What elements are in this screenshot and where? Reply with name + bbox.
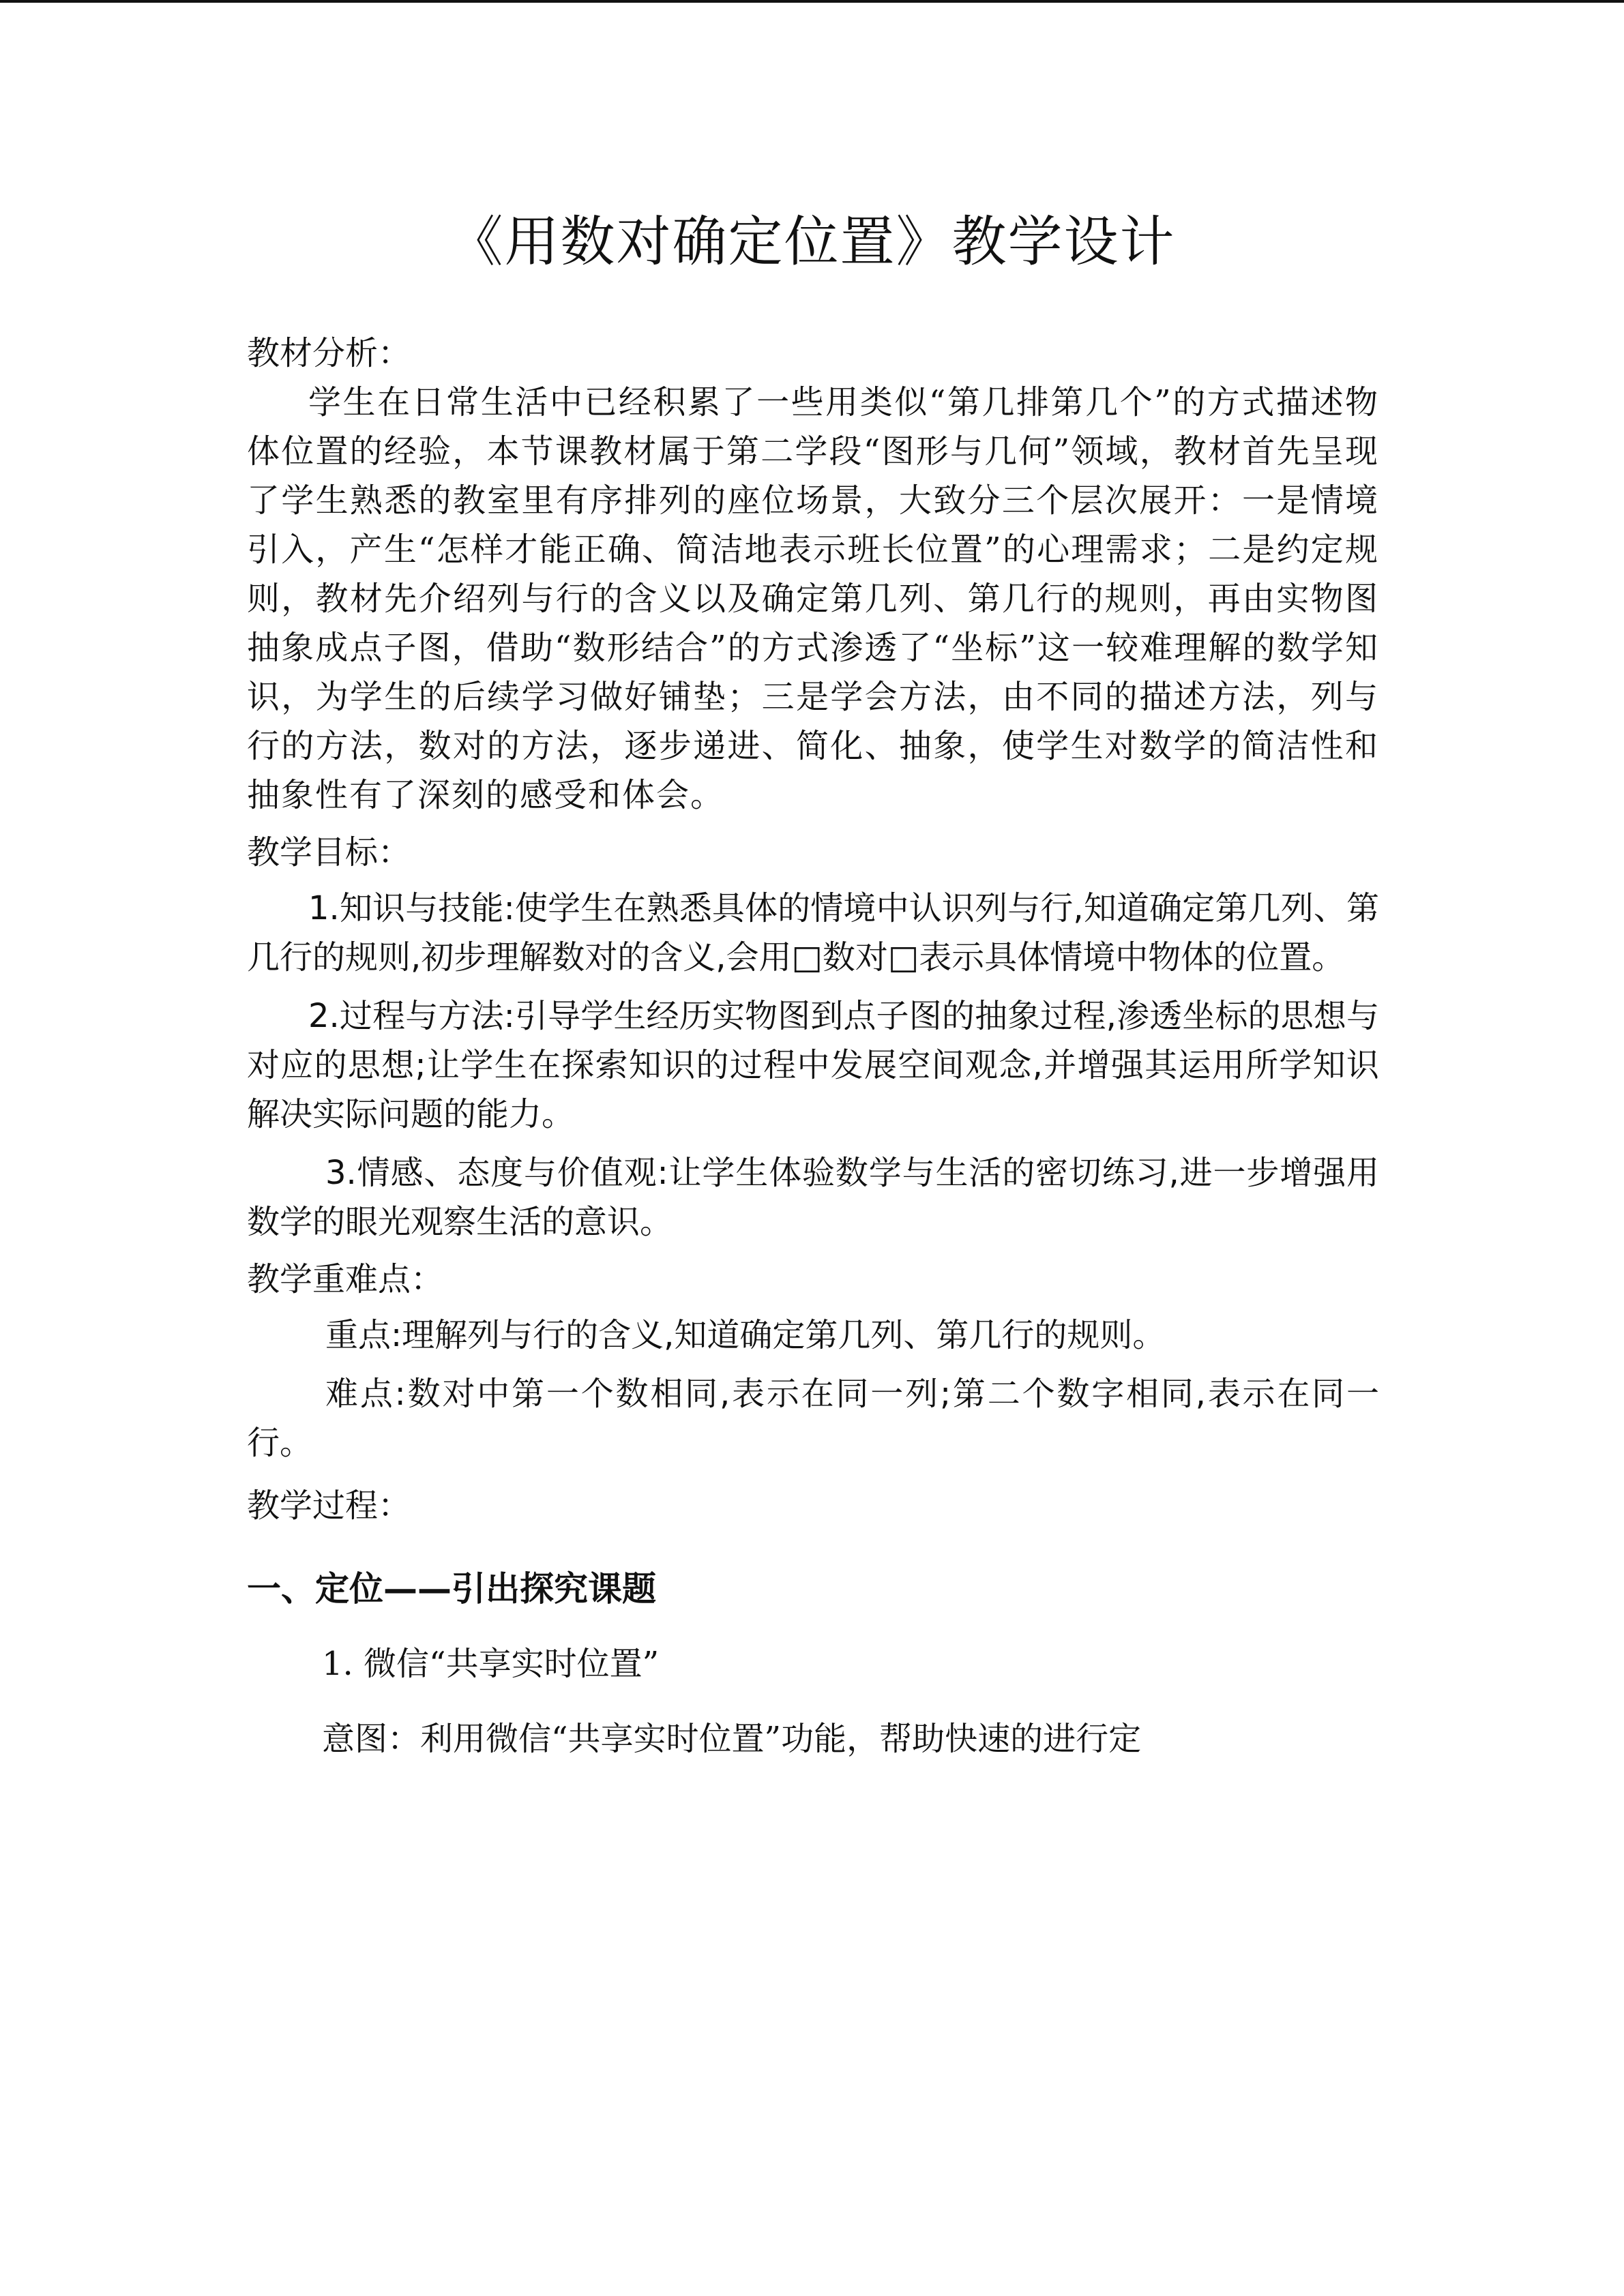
part-one-heading: 一、定位——引出探究课题 [247, 1569, 656, 1609]
goal-knowledge-skills: 1.知识与技能:使学生在熟悉具体的情境中认识列与行,知道确定第几列、第几行的规则,初步理解数对的含义,会用□数对□表示具体情境中物体的位置。 [247, 889, 1379, 976]
document-body [247, 320, 1379, 1763]
difficult-point: 难点:数对中第一个数相同,表示在同一列;第二个数字相同,表示在同一行。 [247, 1375, 1379, 1462]
top-border-line [0, 0, 1624, 3]
process-item-1: 1. 微信“共享实时位置” [322, 1645, 660, 1683]
material-analysis-paragraph: 学生在日常生活中已经积累了一些用类似“第几排第几个”的方式描述物体位置的经验，本节课教材属于第二学段“图形与几何”领域，教材首先呈现了学生熟悉的教室里有序排列的座位场景，大致分三个层次展开：一是情境引入，产生“怎样才能正确、简洁地表示班长位置”的心理需求；二是约定规则，教材先介绍列与行的含义以及确定第几列、第几行的规则，再由实物图抽象成点子图，借助“数形结合”的方式渗透了“坐标”这一较难理解的数学知识，为学生的后续学习做好铺垫；三是学会方法，由不同的描述方法，列与行的方法，数对的方法，逐步递进、简化、抽象，使学生对数学的简洁性和抽象性有了深刻的感受和体会。 [247, 383, 1379, 814]
teaching-process-heading: 教学过程： [247, 1487, 411, 1525]
key-difficult-points-heading: 教学重难点： [247, 1260, 444, 1298]
document-title: 《用数对确定位置》教学设计 [448, 210, 1176, 273]
material-analysis-heading: 教材分析： [247, 334, 411, 372]
teaching-goals-heading: 教学目标： [247, 833, 411, 871]
intent-text: 意图：利用微信“共享实时位置”功能，帮助快速的进行定 [322, 1720, 1142, 1758]
goal-emotion-attitude: 3.情感、态度与价值观:让学生体验数学与生活的密切练习,进一步增强用数学的眼光观察生活的意识。 [247, 1154, 1379, 1241]
goal-process-method: 2.过程与方法:引导学生经历实物图到点子图的抽象过程,渗透坐标的思想与对应的思想;让学生在探索知识的过程中发展空间观念,并增强其运用所学知识解决实际问题的能力。 [247, 997, 1379, 1133]
key-point: 重点:理解列与行的含义,知道确定第几列、第几行的规则。 [325, 1316, 1166, 1354]
